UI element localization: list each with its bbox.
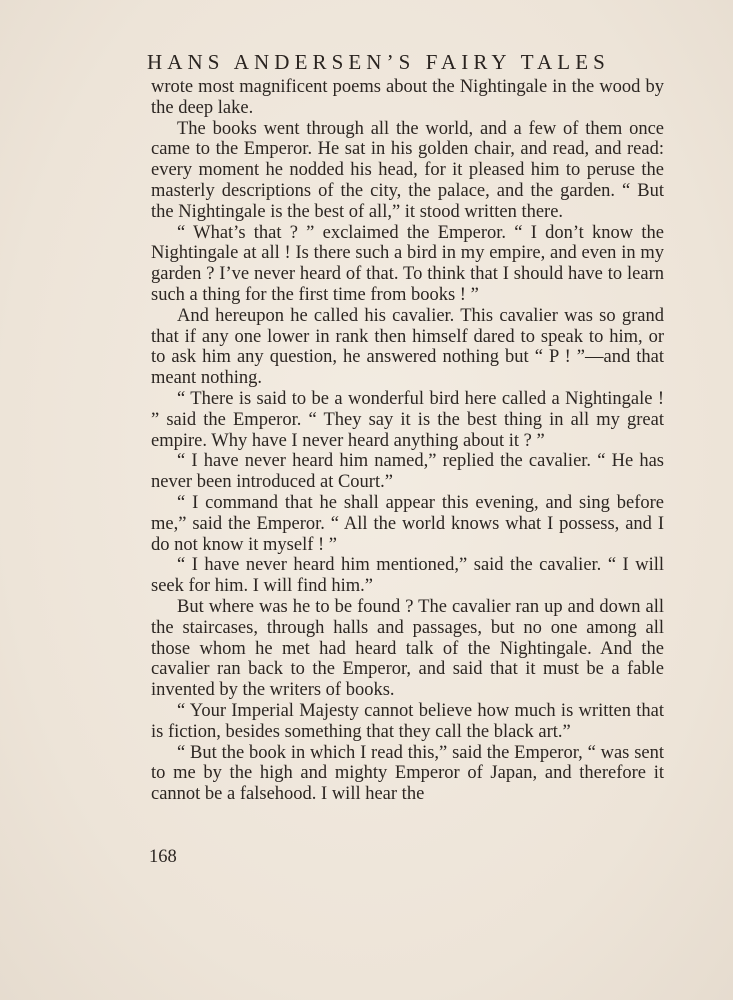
paragraph: And hereupon he called his cavalier. This cavalier was so grand that if any one lower in rank then himself dared to speak to him, or to ask him any question, he answered nothing but “ P ! ”—and that meant nothing. bbox=[151, 305, 664, 389]
paragraph: wrote most magnificent poems about the Nightingale in the wood by the deep lake. bbox=[151, 77, 664, 118]
paragraph: “ What’s that ? ” exclaimed the Emperor. “ I don’t know the Nightingale at all ! Is there such a bird in my empire, and even in my garden ? I’ve never heard of that. To think that I should have to learn such a thing for the first time from books ! ” bbox=[151, 222, 664, 305]
page-number: 168 bbox=[149, 847, 177, 867]
paragraph: “ There is said to be a wonderful bird here called a Nightingale ! ” said the Emperor. “ They say it is the best thing in all my great empire. Why have I never heard anything about it ? ” bbox=[151, 388, 664, 451]
paragraph: “ I have never heard him named,” replied the cavalier. “ He has never been introduced at Court.” bbox=[151, 451, 664, 493]
body-text bbox=[151, 77, 664, 805]
paragraph: But where was he to be found ? The cavalier ran up and down all the staircases, through halls and passages, but no one among all those whom he met had heard talk of the Nightingale. And the cavalier ran back to the Emperor, and said that it must be a fable invented by the writers of books. bbox=[151, 596, 664, 701]
paragraph: The books went through all the world, and a few of them once came to the Emperor. He sat in his golden chair, and read, and read: every moment he nodded his head, for it pleased him to peruse the masterly descriptions of the city, the palace, and the garden. “ But the Nightingale is the best of all,” it stood written there. bbox=[151, 118, 664, 222]
running-head: HANS ANDERSEN’S FAIRY TALES bbox=[147, 50, 610, 74]
paragraph: “ I have never heard him mentioned,” said the cavalier. “ I will seek for him. I will find him.” bbox=[151, 555, 664, 597]
paragraph: “ But the book in which I read this,” said the Emperor, “ was sent to me by the high and mighty Emperor of Japan, and therefore it cannot be a falsehood. I will hear the bbox=[151, 742, 664, 805]
paragraph: “ I command that he shall appear this evening, and sing before me,” said the Emperor. “ All the world knows what I possess, and I do not know it myself ! ” bbox=[151, 492, 664, 555]
paragraph: “ Your Imperial Majesty cannot believe how much is written that is fiction, besides something that they call the black art.” bbox=[151, 700, 664, 742]
